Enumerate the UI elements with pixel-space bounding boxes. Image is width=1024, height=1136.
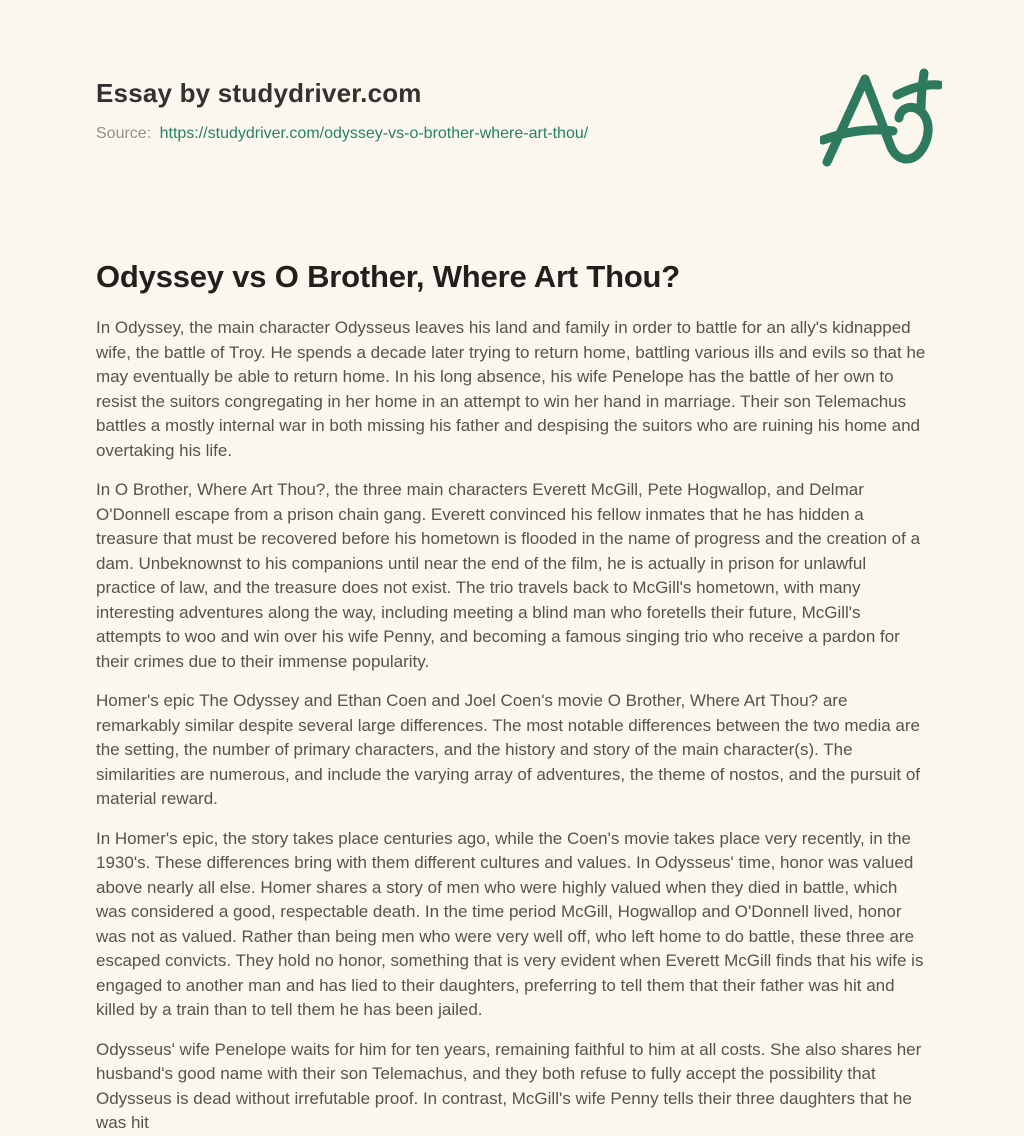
logo-plus-vertical-stroke <box>921 73 924 111</box>
essay-paragraph: Odysseus' wife Penelope waits for him for ten years, remaining faithful to him at all costs. She also shares her husband's good name with their son Telemachus, and they both refuse to fully accept the possibility that Odysseus is dead without irrefutable proof. In contrast, McGill's wife Penny tells their three daughters that he was hit <box>96 1039 922 1132</box>
source-line <box>96 125 928 143</box>
essay-paragraph: In O Brother, Where Art Thou?, the three main characters Everett McGill, Pete Hogwallop, and Delmar O'Donnell escape from a prison chain gang. Everett convinced his fellow inmates that he has hidden a treasure that must be recovered before his hometown is flooded in the name of progress and the creation of a dam. Unbeknownst to his companions until near the end of the film, he is actually in prison for unlawful practice of law, and the treasure does not exist. The trio travels back to McGill's hometown, with many interesting adventures along the way, including meeting a blind man who foretells their future, McGill's attempts to woo and win over his wife Penny, and becoming a famous singing trio who receive a pardon for their crimes due to their immense popularity. <box>96 480 921 671</box>
essay-paragraph: In Homer's epic, the story takes place centuries ago, while the Coen's movie takes place very recently, in the 1930's. These differences bring with them different cultures and values. In Odysseus' time, honor was valued above nearly all else. Homer shares a story of men who were highly valued when they died in battle, which was considered a good, respectable death. In the time period McGill, Hogwallop and O'Donnell lived, honor was not as valued. Rather than being men who were very well off, who left home to do battle, these three are escaped convicts. They hold no honor, something that is very evident when Everett McGill finds that his wife is engaged to another man and has lied to their daughters, preferring to tell them that their father was hit and killed by a train than to tell them he has been jailed. <box>96 828 924 1019</box>
source-label: Source: <box>96 125 152 142</box>
studydriver-a-plus-logo-icon <box>820 68 942 170</box>
logo-letter-a-stroke <box>827 79 891 162</box>
essay-title: Odyssey vs O Brother, Where Art Thou? <box>96 259 681 294</box>
source-url-link[interactable]: https://studydriver.com/odyssey-vs-o-brother-where-art-thou/ <box>159 125 589 142</box>
essay-paragraph: Homer's epic The Odyssey and Ethan Coen and Joel Coen's movie O Brother, Where Art Thou? are remarkably similar despite several large differences. The most notable differences between the two media are the setting, the number of primary characters, and the history and story of the main character(s). The similarities are numerous, and include the varying array of adventures, the theme of nostos, and the pursuit of material reward. <box>96 691 921 808</box>
essay-body <box>96 316 928 1136</box>
page-header <box>96 78 928 143</box>
essay-paragraph: In Odyssey, the main character Odysseus leaves his land and family in order to battle for an ally's kidnapped wife, the battle of Troy. He spends a decade later trying to return home, battling various ills and evils so that he may eventually be able to return home. In his long absence, his wife Penelope has the battle of her own to resist the suitors congregating in her home in an attempt to win her hand in marriage. Their son Telemachus battles a mostly internal war in both missing his father and despising the suitors who are ruining his home and overtaking his life. <box>96 318 926 460</box>
brand-heading: Essay by studydriver.com <box>96 78 422 108</box>
